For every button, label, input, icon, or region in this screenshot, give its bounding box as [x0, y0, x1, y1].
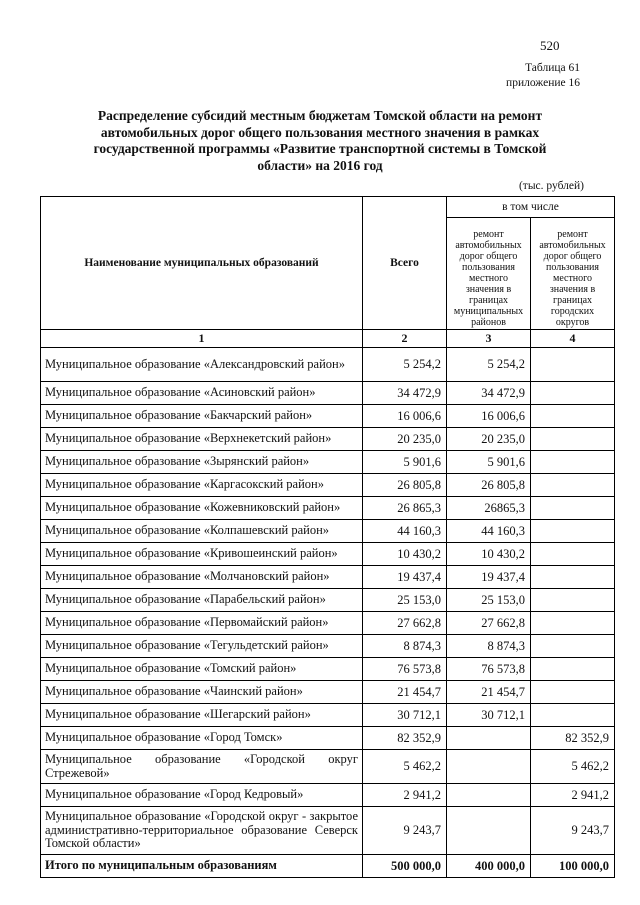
header-name: Наименование муниципальных образований — [41, 197, 363, 330]
cities-value: 82 352,9 — [531, 727, 615, 750]
districts-value: 8 874,3 — [447, 635, 531, 658]
cities-value — [531, 612, 615, 635]
municipality-name: Муниципальное образование «Каргасокский район» — [41, 474, 363, 497]
districts-value: 5 901,6 — [447, 451, 531, 474]
table-row — [41, 784, 615, 807]
total-value: 5 254,2 — [363, 348, 447, 382]
cities-value — [531, 658, 615, 681]
total-value: 44 160,3 — [363, 520, 447, 543]
districts-value — [447, 784, 531, 807]
districts-value: 27 662,8 — [447, 612, 531, 635]
total-value: 21 454,7 — [363, 681, 447, 704]
municipality-name: Муниципальное образование «Александровский район» — [41, 348, 363, 382]
total-row — [41, 855, 615, 878]
cities-value — [531, 589, 615, 612]
table-row — [41, 474, 615, 497]
table-row — [41, 681, 615, 704]
table-row — [41, 451, 615, 474]
cities-value: 2 941,2 — [531, 784, 615, 807]
municipality-name: Муниципальное образование «Бакчарский район» — [41, 405, 363, 428]
column-number: 3 — [447, 330, 531, 348]
districts-value — [447, 727, 531, 750]
cities-value — [531, 566, 615, 589]
municipality-name: Муниципальное образование «Кривошеинский район» — [41, 543, 363, 566]
total-value: 19 437,4 — [363, 566, 447, 589]
cities-value — [531, 704, 615, 727]
page-number: 520 — [540, 38, 560, 53]
table-row — [41, 566, 615, 589]
table-row — [41, 520, 615, 543]
cities-value — [531, 520, 615, 543]
table-row — [41, 727, 615, 750]
total-value: 26 865,3 — [363, 497, 447, 520]
table-label: Таблица 61 — [525, 62, 580, 74]
grand-total-value: 500 000,0 — [363, 855, 447, 878]
municipality-name: Муниципальное образование «Верхнекетский район» — [41, 428, 363, 451]
municipality-name: Муниципальное образование «Томский район» — [41, 658, 363, 681]
cities-value — [531, 405, 615, 428]
municipality-name: Муниципальное образование «Городской округ Стрежевой» — [41, 750, 363, 784]
cities-value — [531, 428, 615, 451]
districts-total-value: 400 000,0 — [447, 855, 531, 878]
table-row — [41, 612, 615, 635]
document-title: Распределение субсидий местным бюджетам Томской области на ремонт автомобильных дорог общего пользования местного значения в рамках государственной программы «Развитие транспортной системы в Томской области» на 2016 год — [93, 108, 547, 173]
districts-value — [447, 807, 531, 855]
total-value: 2 941,2 — [363, 784, 447, 807]
districts-value: 25 153,0 — [447, 589, 531, 612]
header-districts: ремонт автомобильных дорог общего пользования местного значения в границах муниципальных районов — [447, 218, 531, 330]
municipality-name: Муниципальное образование «Городской округ - закрытое административно-территориальное образование Северск Томской области» — [41, 807, 363, 855]
table-row — [41, 635, 615, 658]
total-value: 5 462,2 — [363, 750, 447, 784]
header-including: в том числе — [447, 197, 615, 218]
header-total: Всего — [363, 197, 447, 330]
table-row — [41, 428, 615, 451]
table-row — [41, 589, 615, 612]
municipality-name: Муниципальное образование «Город Кедровый» — [41, 784, 363, 807]
municipality-name: Муниципальное образование «Молчановский район» — [41, 566, 363, 589]
districts-value: 5 254,2 — [447, 348, 531, 382]
total-value: 10 430,2 — [363, 543, 447, 566]
cities-value — [531, 348, 615, 382]
cities-total-value: 100 000,0 — [531, 855, 615, 878]
districts-value: 10 430,2 — [447, 543, 531, 566]
districts-value: 16 006,6 — [447, 405, 531, 428]
total-label: Итого по муниципальным образованиям — [41, 855, 363, 878]
municipality-name: Муниципальное образование «Зырянский район» — [41, 451, 363, 474]
districts-value: 26865,3 — [447, 497, 531, 520]
cities-value — [531, 543, 615, 566]
table-row — [41, 543, 615, 566]
table-row — [41, 807, 615, 855]
municipality-name: Муниципальное образование «Асиновский район» — [41, 382, 363, 405]
municipality-name: Муниципальное образование «Шегарский район» — [41, 704, 363, 727]
total-value: 34 472,9 — [363, 382, 447, 405]
column-number: 2 — [363, 330, 447, 348]
table-row — [41, 750, 615, 784]
table-row — [41, 658, 615, 681]
table-reference — [506, 61, 580, 91]
municipality-name: Муниципальное образование «Колпашевский район» — [41, 520, 363, 543]
cities-value — [531, 451, 615, 474]
cities-value — [531, 382, 615, 405]
municipality-name: Муниципальное образование «Чаинский район» — [41, 681, 363, 704]
municipality-name: Муниципальное образование «Город Томск» — [41, 727, 363, 750]
districts-value: 20 235,0 — [447, 428, 531, 451]
table-row — [41, 704, 615, 727]
units-note: (тыс. рублей) — [518, 180, 584, 192]
table-row — [41, 348, 615, 382]
table-row — [41, 497, 615, 520]
municipality-name: Муниципальное образование «Первомайский район» — [41, 612, 363, 635]
districts-value — [447, 750, 531, 784]
total-value: 5 901,6 — [363, 451, 447, 474]
column-number: 1 — [41, 330, 363, 348]
subsidy-table — [40, 196, 615, 878]
total-value: 9 243,7 — [363, 807, 447, 855]
column-number-row — [41, 330, 615, 348]
cities-value: 9 243,7 — [531, 807, 615, 855]
total-value: 20 235,0 — [363, 428, 447, 451]
cities-value — [531, 474, 615, 497]
column-number: 4 — [531, 330, 615, 348]
cities-value — [531, 681, 615, 704]
total-value: 82 352,9 — [363, 727, 447, 750]
table-row — [41, 382, 615, 405]
districts-value: 44 160,3 — [447, 520, 531, 543]
municipality-name: Муниципальное образование «Кожевниковский район» — [41, 497, 363, 520]
total-value: 8 874,3 — [363, 635, 447, 658]
header-cities: ремонт автомобильных дорог общего пользования местного значения в границах городских округов — [531, 218, 615, 330]
districts-value: 76 573,8 — [447, 658, 531, 681]
districts-value: 34 472,9 — [447, 382, 531, 405]
cities-value — [531, 497, 615, 520]
appendix-label: приложение 16 — [506, 77, 580, 89]
cities-value — [531, 635, 615, 658]
total-value: 26 805,8 — [363, 474, 447, 497]
districts-value: 19 437,4 — [447, 566, 531, 589]
total-value: 25 153,0 — [363, 589, 447, 612]
cities-value: 5 462,2 — [531, 750, 615, 784]
total-value: 27 662,8 — [363, 612, 447, 635]
total-value: 76 573,8 — [363, 658, 447, 681]
municipality-name: Муниципальное образование «Тегульдетский район» — [41, 635, 363, 658]
total-value: 30 712,1 — [363, 704, 447, 727]
districts-value: 21 454,7 — [447, 681, 531, 704]
total-value: 16 006,6 — [363, 405, 447, 428]
table-row — [41, 405, 615, 428]
municipality-name: Муниципальное образование «Парабельский район» — [41, 589, 363, 612]
districts-value: 26 805,8 — [447, 474, 531, 497]
districts-value: 30 712,1 — [447, 704, 531, 727]
